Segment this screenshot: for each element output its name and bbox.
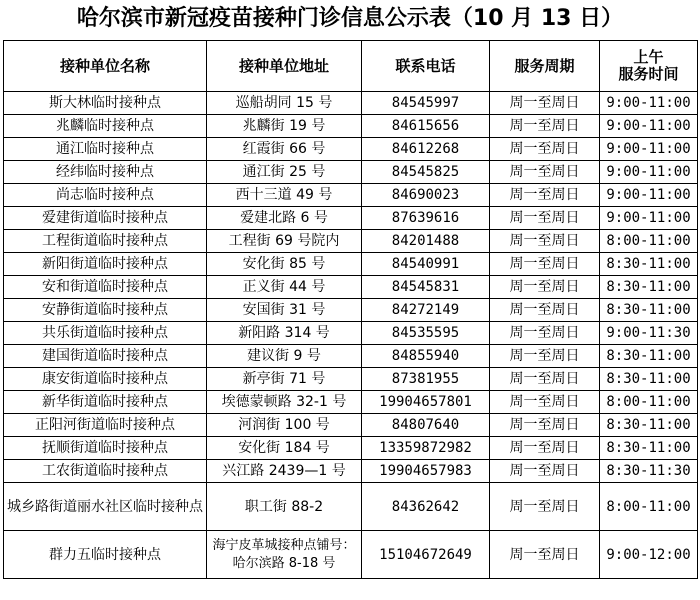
cell-period: 周一至周日 [490,299,600,322]
cell-time: 8:30-11:00 [600,299,698,322]
cell-period: 周一至周日 [490,184,600,207]
cell-address: 通江街 25 号 [207,161,362,184]
table-row [4,531,698,579]
cell-phone: 84545997 [362,92,490,115]
cell-phone: 13359872982 [362,437,490,460]
table-row [4,483,698,531]
cell-time: 9:00-11:00 [600,161,698,184]
cell-time: 9:00-11:30 [600,322,698,345]
cell-time: 8:30-11:00 [600,368,698,391]
cell-address: 埃德蒙顿路 32-1 号 [207,391,362,414]
table-row [4,391,698,414]
table-row [4,253,698,276]
cell-time: 8:30-11:00 [600,253,698,276]
cell-address: 工程街 69 号院内 [207,230,362,253]
cell-phone: 84690023 [362,184,490,207]
cell-phone: 15104672649 [362,531,490,579]
table-body [4,92,698,579]
cell-period: 周一至周日 [490,437,600,460]
cell-time: 9:00-11:00 [600,138,698,161]
cell-name: 共乐街道临时接种点 [4,322,207,345]
cell-period: 周一至周日 [490,391,600,414]
cell-phone: 84615656 [362,115,490,138]
cell-name: 经纬临时接种点 [4,161,207,184]
header-time-line2: 服务时间 [618,65,679,83]
table-row [4,207,698,230]
cell-period: 周一至周日 [490,207,600,230]
cell-period: 周一至周日 [490,138,600,161]
header-time-line1: 上午 [633,48,664,66]
cell-name: 建国街道临时接种点 [4,345,207,368]
cell-address: 巡船胡同 15 号 [207,92,362,115]
cell-name: 正阳河街道临时接种点 [4,414,207,437]
table-row [4,299,698,322]
cell-time: 8:00-11:00 [600,483,698,531]
cell-name: 斯大林临时接种点 [4,92,207,115]
cell-name: 通江临时接种点 [4,138,207,161]
cell-period: 周一至周日 [490,115,600,138]
cell-name: 尚志临时接种点 [4,184,207,207]
cell-name: 群力五临时接种点 [4,531,207,579]
cell-phone: 84545825 [362,161,490,184]
clinic-table [3,40,698,579]
cell-time: 9:00-12:00 [600,531,698,579]
cell-address: 安化街 85 号 [207,253,362,276]
cell-phone: 84272149 [362,299,490,322]
cell-address: 安国街 31 号 [207,299,362,322]
page-title: 哈尔滨市新冠疫苗接种门诊信息公示表（10 月 13 日） [76,6,624,31]
cell-name: 兆麟临时接种点 [4,115,207,138]
cell-address: 新阳路 314 号 [207,322,362,345]
cell-phone: 19904657983 [362,460,490,483]
cell-address: 兆麟街 19 号 [207,115,362,138]
table-row [4,460,698,483]
table-row [4,437,698,460]
header-address: 接种单位地址 [207,41,362,92]
cell-period: 周一至周日 [490,230,600,253]
cell-period: 周一至周日 [490,483,600,531]
cell-phone: 84201488 [362,230,490,253]
cell-period: 周一至周日 [490,368,600,391]
cell-time: 8:30-11:00 [600,414,698,437]
cell-phone: 84535595 [362,322,490,345]
cell-address: 红霞街 66 号 [207,138,362,161]
table-header-row [4,41,698,92]
cell-period: 周一至周日 [490,322,600,345]
cell-phone: 84807640 [362,414,490,437]
cell-name: 抚顺街道临时接种点 [4,437,207,460]
cell-period: 周一至周日 [490,92,600,115]
header-phone: 联系电话 [362,41,490,92]
cell-time: 8:00-11:00 [600,391,698,414]
cell-time: 9:00-11:00 [600,184,698,207]
table-row [4,414,698,437]
cell-phone: 87639616 [362,207,490,230]
header-period: 服务周期 [490,41,600,92]
cell-address: 安化街 184 号 [207,437,362,460]
cell-time: 9:00-11:00 [600,115,698,138]
cell-address: 河润街 100 号 [207,414,362,437]
table-row [4,184,698,207]
cell-address: 兴江路 2439—1 号 [207,460,362,483]
cell-name: 城乡路街道丽水社区临时接种点 [4,483,207,531]
cell-phone: 84612268 [362,138,490,161]
cell-phone: 87381955 [362,368,490,391]
cell-name: 新阳街道临时接种点 [4,253,207,276]
cell-time: 8:30-11:00 [600,345,698,368]
cell-time: 9:00-11:00 [600,92,698,115]
cell-time: 8:30-11:00 [600,276,698,299]
cell-address: 海宁皮革城接种点铺号：哈尔滨路 8-18 号 [207,531,362,579]
table-row [4,345,698,368]
cell-address: 职工街 88-2 [207,483,362,531]
cell-name: 新华街道临时接种点 [4,391,207,414]
cell-period: 周一至周日 [490,531,600,579]
cell-phone: 19904657801 [362,391,490,414]
cell-name: 安和街道临时接种点 [4,276,207,299]
table-row [4,115,698,138]
table-row [4,138,698,161]
cell-time: 9:00-11:00 [600,207,698,230]
cell-period: 周一至周日 [490,414,600,437]
cell-phone: 84362642 [362,483,490,531]
table-row [4,276,698,299]
cell-period: 周一至周日 [490,161,600,184]
cell-phone: 84540991 [362,253,490,276]
table-row [4,230,698,253]
cell-name: 爱建街道临时接种点 [4,207,207,230]
cell-time: 8:30-11:00 [600,437,698,460]
header-name: 接种单位名称 [4,41,207,92]
cell-name: 工农街道临时接种点 [4,460,207,483]
cell-period: 周一至周日 [490,276,600,299]
cell-time: 8:00-11:00 [600,230,698,253]
cell-name: 安静街道临时接种点 [4,299,207,322]
cell-period: 周一至周日 [490,460,600,483]
cell-period: 周一至周日 [490,345,600,368]
table-row [4,322,698,345]
cell-name: 工程街道临时接种点 [4,230,207,253]
cell-address: 正义街 44 号 [207,276,362,299]
table-row [4,92,698,115]
cell-phone: 84545831 [362,276,490,299]
cell-period: 周一至周日 [490,253,600,276]
cell-address: 新亭街 71 号 [207,368,362,391]
cell-address: 西十三道 49 号 [207,184,362,207]
cell-time: 8:30-11:30 [600,460,698,483]
header-time [600,41,698,92]
table-row [4,161,698,184]
cell-name: 康安街道临时接种点 [4,368,207,391]
cell-address: 建议街 9 号 [207,345,362,368]
cell-address: 爱建北路 6 号 [207,207,362,230]
table-row [4,368,698,391]
cell-phone: 84855940 [362,345,490,368]
